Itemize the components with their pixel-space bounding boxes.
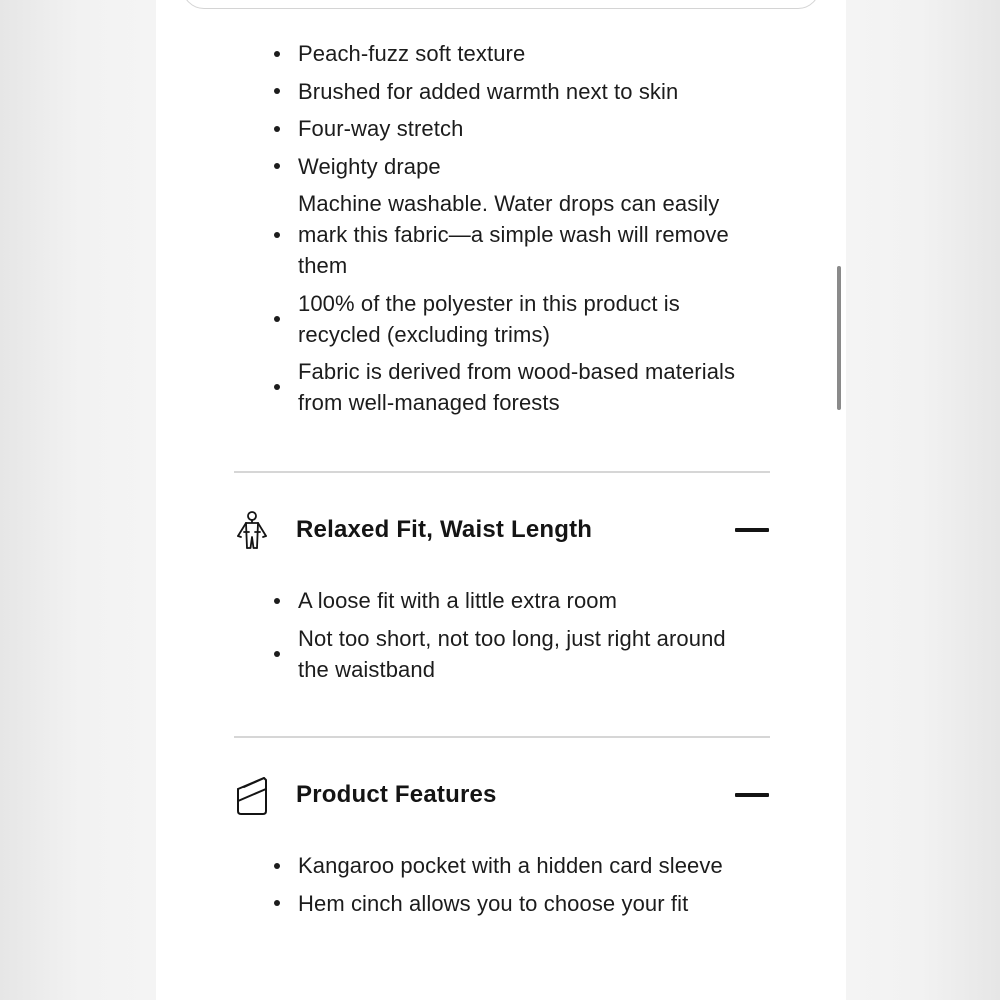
top-rounded-field[interactable] xyxy=(182,0,820,9)
bullet-text: Kangaroo pocket with a hidden card sleeve xyxy=(298,853,723,878)
list-item xyxy=(156,850,846,881)
minus-icon xyxy=(735,528,769,532)
bullet-text: Brushed for added warmth next to skin xyxy=(298,78,679,104)
list-item xyxy=(156,113,846,144)
features-section-header[interactable] xyxy=(234,773,770,817)
fit-bullet-list xyxy=(156,585,846,691)
bullet-text: Hem cinch allows you to choose your fit xyxy=(298,890,689,916)
bullet-text: Four-way stretch xyxy=(298,116,464,141)
section-divider xyxy=(234,471,770,473)
list-item xyxy=(156,585,846,616)
bullet-text: Fabric is derived from wood-based materials from well-managed forests xyxy=(298,359,736,415)
features-bullet-list xyxy=(156,850,846,925)
list-item xyxy=(156,288,846,350)
bullet-dot xyxy=(274,863,280,869)
bullet-dot xyxy=(274,88,280,94)
product-details-panel xyxy=(156,0,846,1000)
bullet-dot xyxy=(274,126,280,132)
features-section-title: Product Features xyxy=(296,781,497,808)
bullet-text: Not too short, not too long, just right around the waistband xyxy=(298,625,726,682)
person-fit-icon xyxy=(234,510,270,550)
list-item xyxy=(156,356,846,418)
garment-tag-icon xyxy=(234,775,270,815)
minus-icon xyxy=(735,793,769,797)
bullet-dot xyxy=(274,598,280,604)
bullet-text: Weighty drape xyxy=(298,153,441,179)
fit-section-title: Relaxed Fit, Waist Length xyxy=(296,516,593,543)
bullet-dot xyxy=(274,51,280,57)
list-item xyxy=(156,623,846,685)
list-item xyxy=(156,151,846,182)
fit-section-header[interactable] xyxy=(234,508,770,552)
bullet-text: A loose fit with a little extra room xyxy=(298,588,618,613)
bullet-text: Machine washable. Water drops can easily mark this fabric—a simple wash will remove them xyxy=(298,191,729,278)
section-divider xyxy=(234,736,770,738)
bullet-dot xyxy=(274,651,280,657)
fabric-bullet-list xyxy=(156,38,846,425)
list-item xyxy=(156,38,846,69)
bullet-text: 100% of the polyester in this product is recycled (excluding trims) xyxy=(298,290,680,347)
bullet-dot xyxy=(274,163,280,169)
features-collapse-button[interactable] xyxy=(734,780,770,810)
list-item xyxy=(156,76,846,107)
list-item xyxy=(156,188,846,281)
list-item xyxy=(156,888,846,919)
bullet-dot xyxy=(274,316,280,322)
bullet-dot xyxy=(274,384,280,390)
bullet-dot xyxy=(274,232,280,238)
bullet-dot xyxy=(274,900,280,906)
bullet-text: Peach-fuzz soft texture xyxy=(298,41,526,66)
fit-collapse-button[interactable] xyxy=(734,515,770,545)
